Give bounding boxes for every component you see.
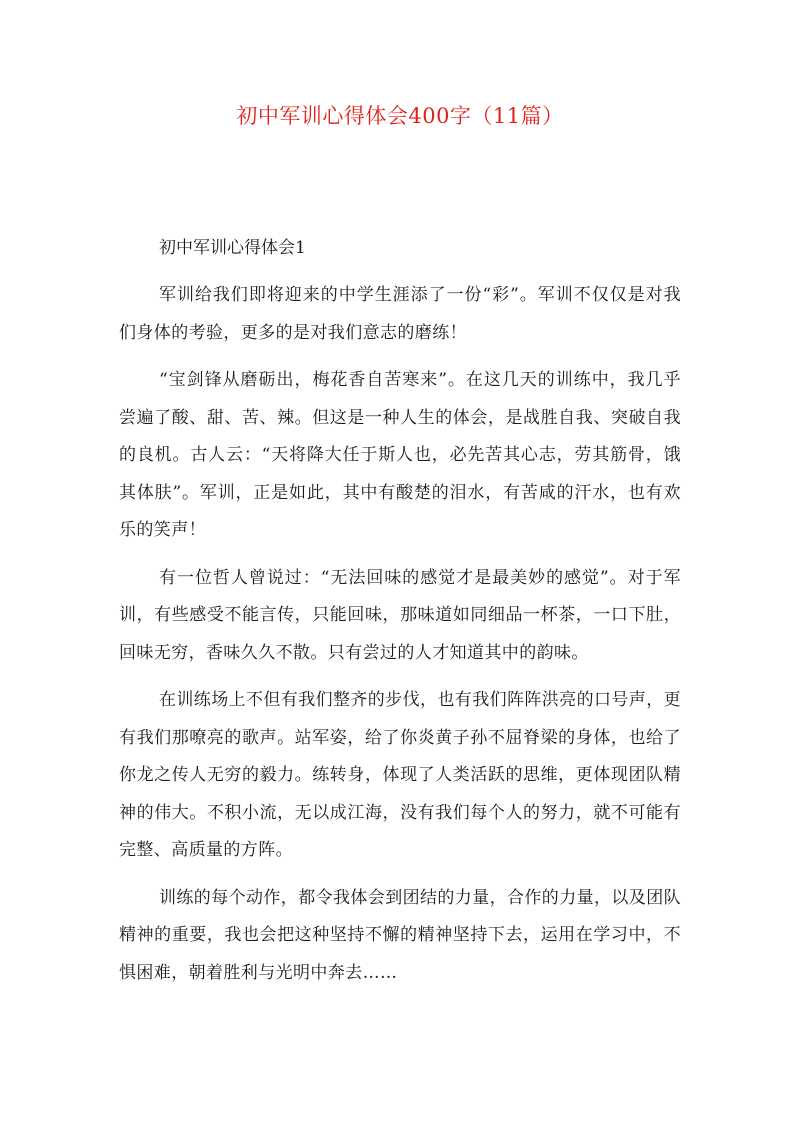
- document-body: [119, 230, 681, 1002]
- document-title: 初中军训心得体会400字（11篇）: [236, 104, 564, 128]
- paragraph-5: 训练的每个动作，都令我体会到团结的力量，合作的力量，以及团队精神的重要，我也会把这种坚持不懈的精神坚持下去，运用在学习中，不惧困难，朝着胜利与光明中奔去……: [119, 887, 681, 983]
- paragraph-2: “宝剑锋从磨砺出，梅花香自苦寒来”。在这几天的训练中，我几乎尝遍了酸、甜、苦、辣。但这是一种人生的体会，是战胜自我、突破自我的良机。古人云：“天将降大任于斯人也，必先苦其心志，劳其筋骨，饿其体肤”。军训，正是如此，其中有酸楚的泪水，有苦咸的汗水，也有欢乐的笑声！: [119, 370, 681, 540]
- paragraph-4: 在训练场上不但有我们整齐的步伐，也有我们阵阵洪亮的口号声，更有我们那嘹亮的歌声。站军姿，给了你炎黄子孙不屈脊梁的身体，也给了你龙之传人无穷的毅力。练转身，体现了人类活跃的思维，更体现团队精神的伟大。不积小流，无以成江海，没有我们每个人的努力，就不可能有完整、高质量的方阵。: [119, 690, 681, 860]
- paragraph-3: 有一位哲人曾说过：“无法回味的感觉才是最美妙的感觉”。对于军训，有些感受不能言传，只能回味，那味道如同细品一杯茶，一口下肚，回味无穷，香味久久不散。只有尝过的人才知道其中的韵味。: [119, 567, 681, 663]
- paragraph-1: 军训给我们即将迎来的中学生涯添了一份“彩”。军训不仅仅是对我们身体的考验，更多的是对我们意志的磨练！: [119, 285, 681, 343]
- section-heading: 初中军训心得体会1: [159, 238, 306, 258]
